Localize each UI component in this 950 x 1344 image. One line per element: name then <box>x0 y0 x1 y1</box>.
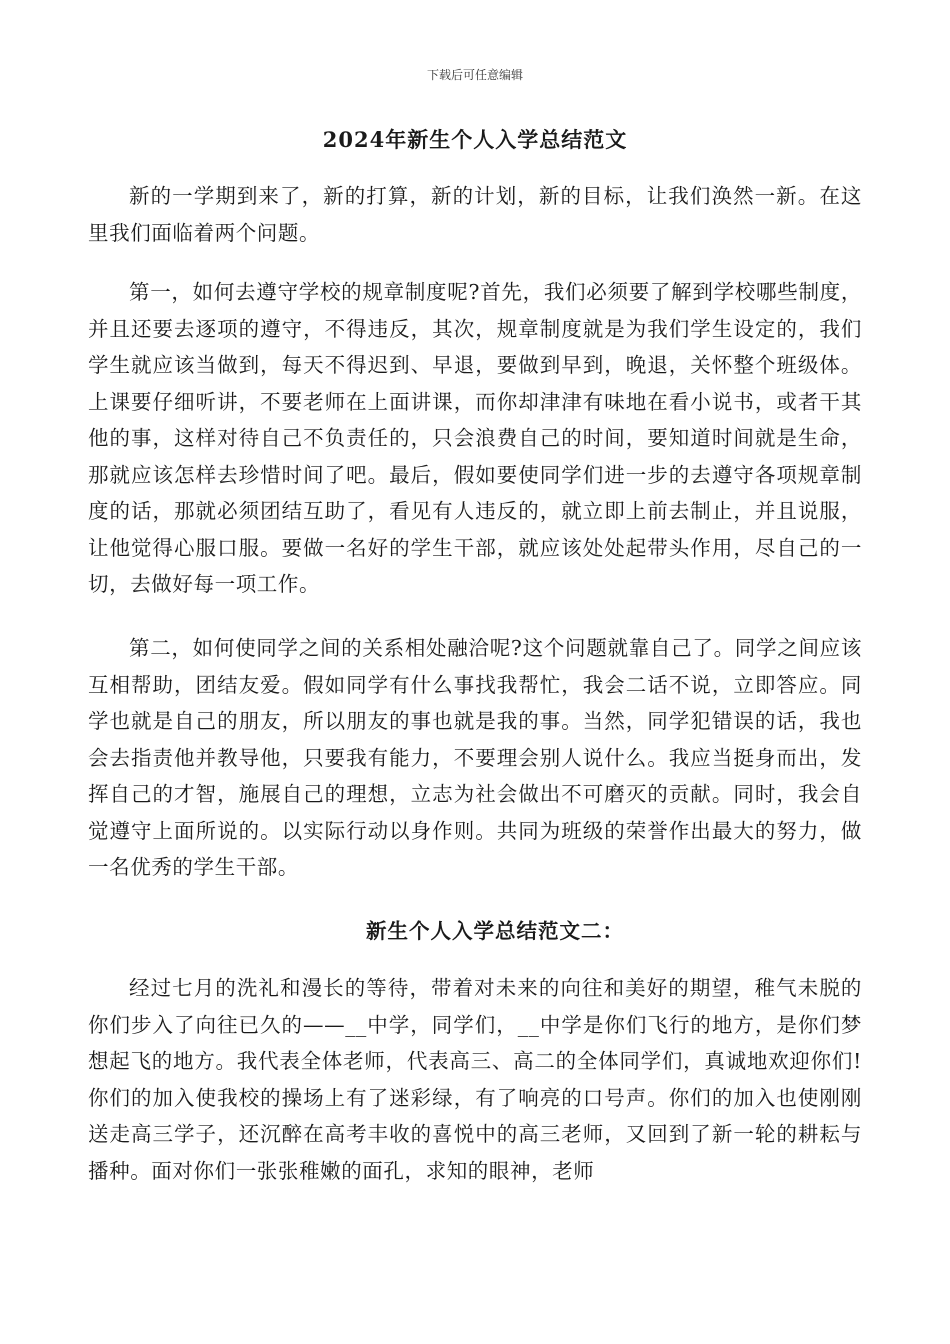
paragraph-intro: 新的一学期到来了，新的打算，新的计划，新的目标，让我们涣然一新。在这里我们面临着两个问题。 <box>88 184 862 245</box>
paragraph-first-issue: 第一，如何去遵守学校的规章制度呢?首先，我们必须要了解到学校哪些制度，并且还要去逐项的遵守，不得违反，其次，规章制度就是为我们学生设定的，我们学生就应该当做到，每天不得迟到、早退，要做到早到，晚退，关怀整个班级体。上课要仔细听讲，不要老师在上面讲课，而你却津津有味地在看小说书，或者干其他的事，这样对待自己不负责任的，只会浪费自己的时间，要知道时间就是生命，那就应该怎样去珍惜时间了吧。最后，假如要使同学们进一步的去遵守各项规章制度的话，那就必须团结互助了，看见有人违反的，就立即上前去制止，并且说服，让他觉得心服口服。要做一名好的学生干部，就应该处处起带头作用，尽自己的一切，去做好每一项工作。 <box>88 280 862 596</box>
header-note: 下载后可任意编辑 <box>426 68 523 82</box>
section-subtitle: 新生个人入学总结范文二： <box>366 919 624 943</box>
document-title: 2024年新生个人入学总结范文 <box>322 127 628 152</box>
paragraph-sample-two: 经过七月的洗礼和漫长的等待，带着对未来的向往和美好的期望，稚气未脱的你们步入了向往已久的——__中学，同学们，__中学是你们飞行的地方，是你们梦想起飞的地方。我代表全体老师，代表高三、高二的全体同学们，真诚地欢迎你们!你们的加入使我校的操场上有了迷彩绿，有了响亮的口号声。你们的加入也使刚刚送走高三学子，还沉醉在高考丰收的喜悦中的高三老师，又回到了新一轮的耕耘与播种。面对你们一张张稚嫩的面孔，求知的眼神，老师 <box>88 976 862 1183</box>
paragraph-second-issue: 第二，如何使同学之间的关系相处融洽呢?这个问题就靠自己了。同学之间应该互相帮助，团结友爱。假如同学有什么事找我帮忙，我会二话不说，立即答应。同学也就是自己的朋友，所以朋友的事也就是我的事。当然，同学犯错误的话，我也会去指责他并教导他，只要我有能力，不要理会别人说什么。我应当挺身而出，发挥自己的才智，施展自己的理想，立志为社会做出不可磨灭的贡献。同时，我会自觉遵守上面所说的。以实际行动以身作则。共同为班级的荣誉作出最大的努力，做一名优秀的学生干部。 <box>88 636 862 879</box>
